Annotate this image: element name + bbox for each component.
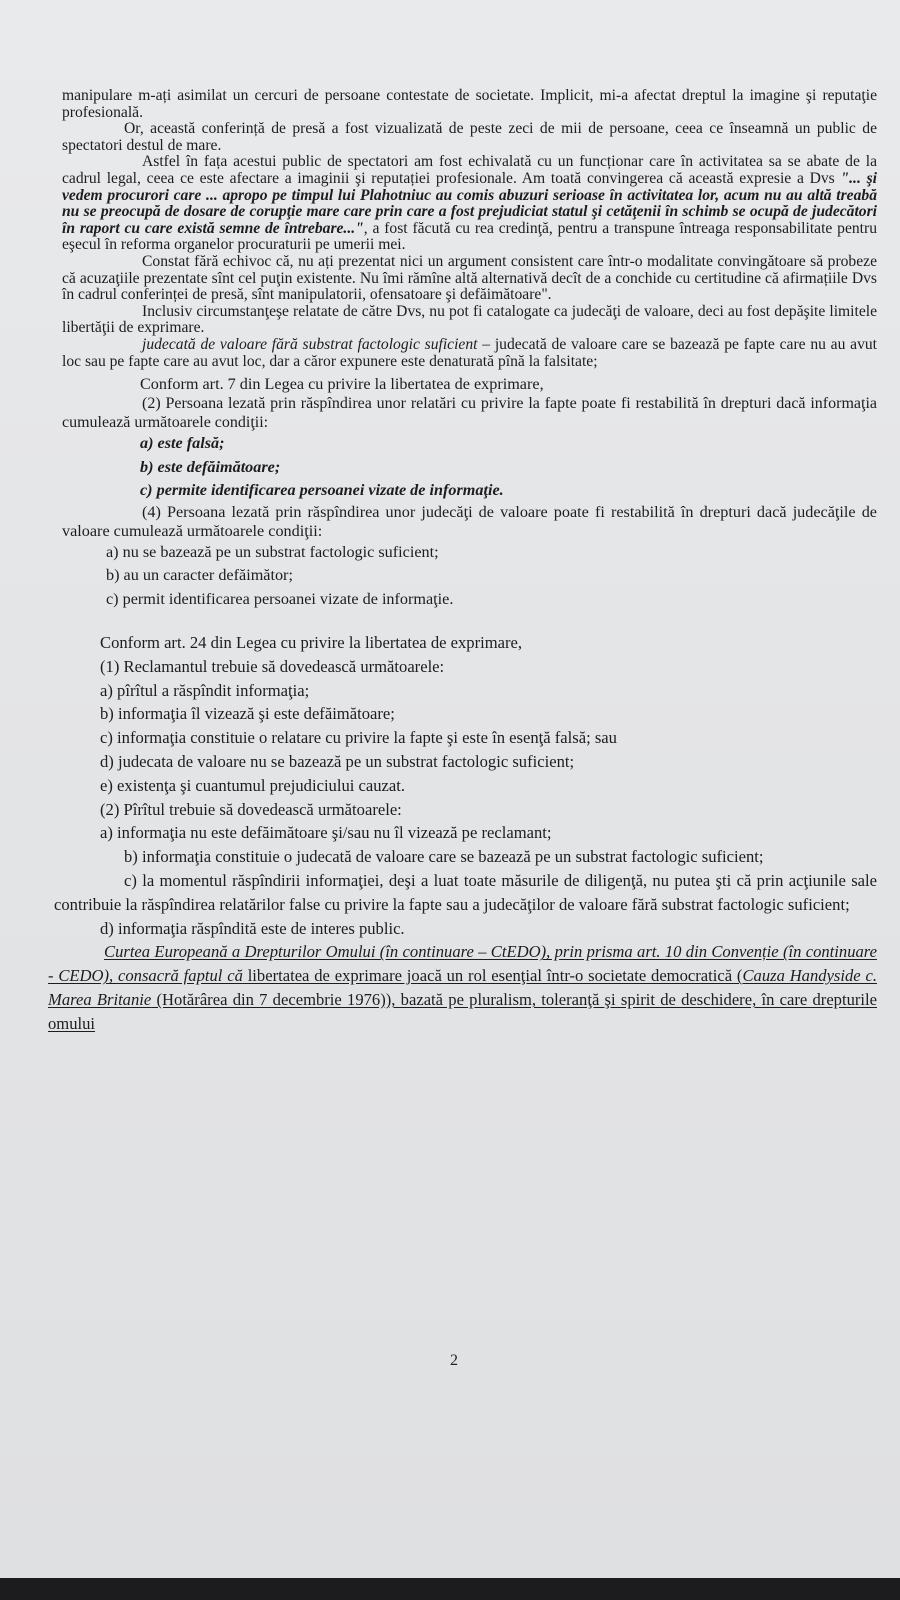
background-edge	[0, 1578, 900, 1600]
art24-1-item-d: d) judecata de valoare nu se bazează pe un substrat factologic suficient;	[100, 752, 575, 772]
art7-item-b: b) este defăimătoare;	[140, 457, 281, 476]
paragraph-conference-views: Or, această conferință de presă a fost vizualizată de peste zeci de mii de persoane, ceea ce înseamnă un public de spectatori destul de mare.	[62, 120, 877, 154]
echr-case-name: Cauza Handyside c. Marea Britanie	[48, 966, 877, 1010]
echr-text	[48, 940, 877, 1035]
art24-1-item-b: b) informaţia îl vizează şi este defăimătoare;	[100, 704, 395, 724]
art24-paragraph-2: (2) Pîrîtul trebuie să dovedească următoarele:	[100, 799, 402, 819]
echr-text-part: (Hotărârea din 7 decembrie 1976)), bazată pe pluralism, toleranţă şi spirit de deschidere, în care drepturile omului	[48, 990, 877, 1033]
art24-1-item-a: a) pîrîtul a răspîndit informaţia;	[100, 680, 310, 700]
paragraph-public-spectators	[62, 154, 877, 254]
art24-2-item-b: b) informaţia constituie o judecată de valoare care se bazează pe un substrat factologic suficient;	[124, 847, 764, 867]
art7-4-item-c: c) permit identificarea persoanei vizate de informaţie.	[106, 589, 454, 608]
art24-2-item-a: a) informaţia nu este defăimătoare şi/sau nu îl vizează pe reclamant;	[100, 823, 552, 843]
art7-4-item-a: a) nu se bazează pe un substrat factologic suficient;	[106, 542, 439, 561]
art7-paragraph-2: (2) Persoana lezată prin răspîndirea unor relatări cu privire la fapte poate fi restabilită în drepturi dacă informaţia cumulează următoarele condiţii:	[62, 395, 877, 432]
art7-item-a: a) este falsă;	[140, 434, 225, 453]
document-body	[48, 87, 878, 1036]
art7-4-item-b: b) au un caracter defăimător;	[106, 566, 293, 585]
paragraph-circumstances: Inclusiv circumstanţeşe relatate de către Dvs, nu pot fi catalogate ca judecăţi de valoare, deci au fost depăşite limitele libertăţii de exprimare.	[62, 302, 877, 337]
echr-court-reference: Curtea Europeană a Drepturilor Omului (în continuare – CtEDO), prin prisma art. 10 din Convenție (în continuare - CEDO), consacră faptul că	[48, 942, 877, 986]
paragraph-value-judgement-definition	[62, 337, 877, 370]
art24-2-item-d: d) informaţia răspîndită este de interes public.	[100, 918, 405, 938]
art24-1-item-e: e) existenţa şi cuantumul prejudiciului cauzat.	[100, 775, 406, 795]
art24-1-item-c: c) informaţia constituie o relatare cu privire la fapte şi este în esenţă falsă; sau	[100, 728, 617, 748]
paragraph-continuation: manipulare m-ați asimilat un cercuri de persoane contestate de societate. Implicit, mi-a afectat dreptul la imagine şi reputaţie profesională.	[62, 87, 877, 121]
echr-paragraph	[48, 940, 877, 1035]
art24-section	[54, 631, 877, 940]
echr-text-part: libertatea de exprimare joacă un rol esenţial într-o societate democratică (	[242, 966, 743, 986]
art24-2-item-c: c) la momentul răspîndirii informaţiei, deşi a luat toate măsurile de diligenţă, nu putea şti că prin acţiunile sale contribuie la răspîndirea relatărilor false cu privire la fapte sau a judecăţilor de valoare fără substrat factologic suficient;	[54, 871, 877, 914]
paragraph-no-argument: Constat fără echivoc că, nu ați prezentat nici un argument consistent care într-o modalitate convingătoare să probeze că acuzaţiile prezentate sînt cel puţin existente. Nu îmi rămîne altă alternativă decît de a conchide cu certitudine că afirmațiile Dvs în cadrul conferinței de presă, sînt manipulatorii, ofensatoare şi defăimătoare".	[62, 252, 877, 304]
paragraph-text: Astfel în fața acestui public de spectatori am fost echivalată cu un funcționar care în activitatea sa se abate de la cadrul legal, ceea ce este afectare a imaginii şi reputației profesionale. Am toată convingerea că această expresie a Dvs	[62, 153, 877, 187]
art7-title: Conform art. 7 din Legea cu privire la libertatea de exprimare,	[140, 375, 544, 394]
page-number: 2	[450, 1352, 458, 1369]
definition-text: – judecată de valoare care se bazează pe fapte care nu au avut loc sau pe fapte care au avut loc, dar a căror expunere este denaturată pînă la falsitate;	[62, 335, 878, 370]
defined-term: judecată de valoare fără substrat factologic suficient	[142, 335, 478, 353]
art24-paragraph-1: (1) Reclamantul trebuie să dovedească următoarele:	[100, 656, 445, 676]
art7-item-c: c) permite identificarea persoanei vizate de informaţie.	[140, 481, 504, 500]
art7-paragraph-4: (4) Persoana lezată prin răspîndirea unor judecăţi de valoare poate fi restabilită în drepturi dacă judecăţile de valoare cumulează următoarele condiţii:	[62, 502, 877, 540]
quoted-statement: "... şi vedem procurori care ... apropo pe timpul lui Plahotniuc au comis abuzuri serioase în activitatea lor, acum nu au altă treabă nu se preocupă de dosare de corupţie mare care prin care a fost prejudiciat statul şi cetăţenii în schimb se ocupă de judecători în raport cu care există semne de întrebare..."	[62, 169, 878, 237]
paragraph-text: , a fost făcută cu rea credinţă, pentru a transpune întreaga responsabilitate pentru eşecul în reforma organelor procuraturii pe umerii mei.	[62, 219, 877, 254]
art24-title: Conform art. 24 din Legea cu privire la libertatea de exprimare,	[100, 633, 523, 653]
